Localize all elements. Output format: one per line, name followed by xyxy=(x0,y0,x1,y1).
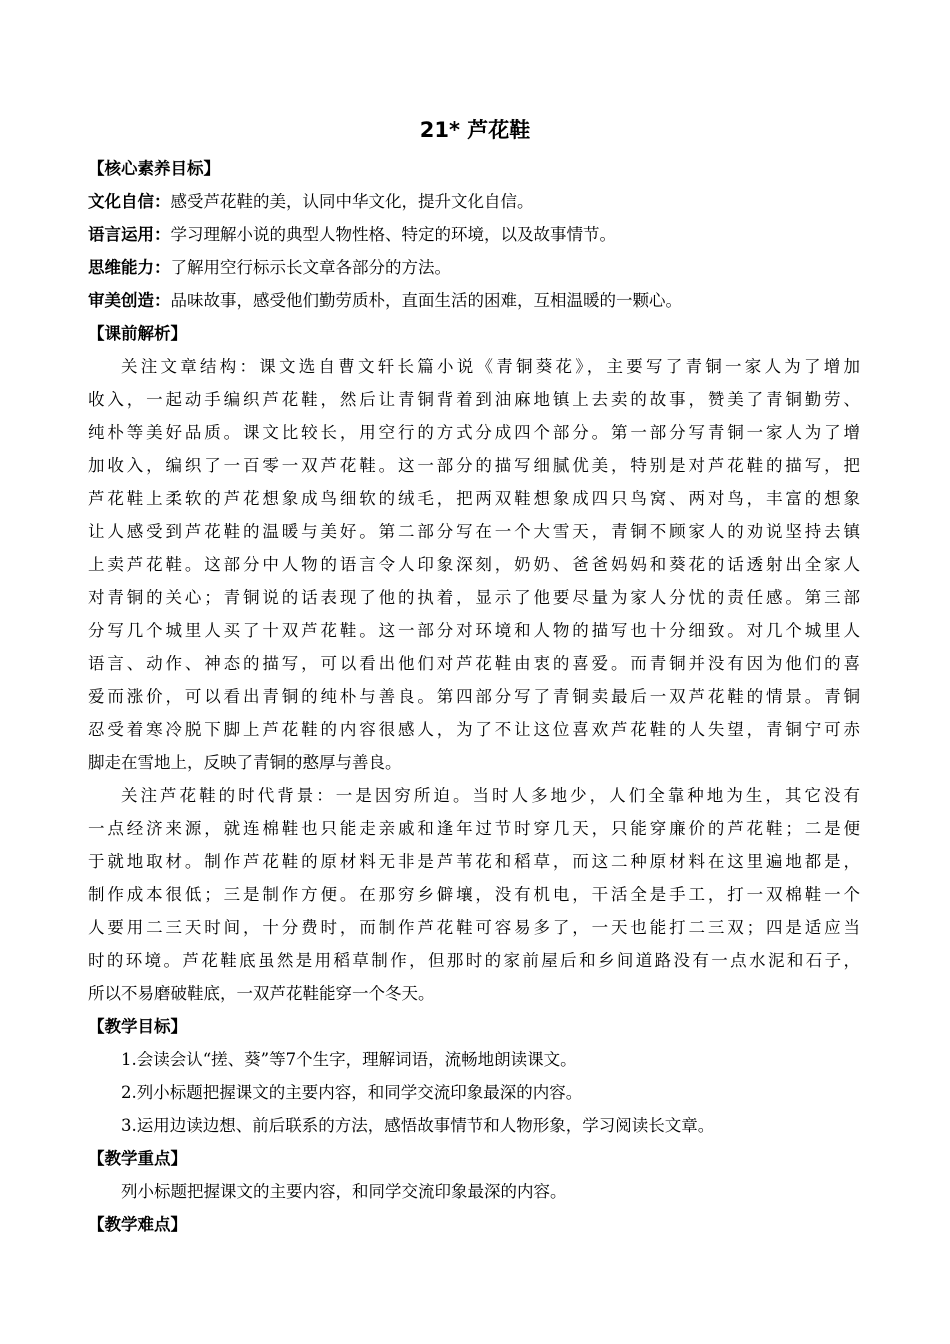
paragraph-line: 一点经济来源，就连棉鞋也只能走亲戚和逢年过节时穿几天，只能穿廉价的芦花鞋；二是便 xyxy=(88,819,860,838)
core-goal-label: 语言运用： xyxy=(88,225,171,244)
paragraph-line: 芦花鞋上柔软的芦花想象成鸟细软的绒毛，把两双鞋想象成四只鸟窝、两对鸟，丰富的想象 xyxy=(88,489,860,508)
paragraph-line: 于就地取材。制作芦花鞋的原材料无非是芦苇花和稻草，而这二种原材料在这里遍地都是， xyxy=(88,852,860,871)
section-header-difficulties: 【教学难点】 xyxy=(88,1215,187,1234)
core-goal-item xyxy=(88,185,860,218)
core-goal-text: 品味故事，感受他们勤劳质朴，直面生活的困难，互相温暖的一颗心。 xyxy=(170,291,682,310)
paragraph-line: 时的环境。芦花鞋底虽然是用稻草制作，但那时的家前屋后和乡间道路没有一点水泥和石子， xyxy=(88,951,860,970)
paragraph-line: 加收入，编织了一百零一双芦花鞋。这一部分的描写细腻优美，特别是对芦花鞋的描写，把 xyxy=(88,456,860,475)
paragraph-line: 对青铜的关心；青铜说的话表现了他的执着，显示了他要尽量为家人分忧的责任感。第三部 xyxy=(88,588,860,607)
pre-class-paragraph-structure xyxy=(88,350,860,779)
section-header-core-goals: 【核心素养目标】 xyxy=(88,159,220,178)
pre-class-paragraph-background xyxy=(88,779,860,1010)
paragraph-line: 让人感受到芦花鞋的温暖与美好。第二部分写在一个大雪天，青铜不顾家人的劝说坚持去镇 xyxy=(88,522,860,541)
section-header-teaching-goals: 【教学目标】 xyxy=(88,1017,187,1036)
paragraph-line: 上卖芦花鞋。这部分中人物的语言令人印象深刻，奶奶、爸爸妈妈和葵花的话透射出全家人 xyxy=(88,555,860,574)
document-body xyxy=(88,152,860,1241)
paragraph-line: 制作成本很低；三是制作方便。在那穷乡僻壤，没有机电，干活全是手工，打一双棉鞋一个 xyxy=(88,885,860,904)
paragraph-line: 纯朴等美好品质。课文比较长，用空行的方式分成四个部分。第一部分写青铜一家人为了增 xyxy=(88,423,860,442)
core-goal-item xyxy=(88,251,860,284)
core-goal-label: 审美创造： xyxy=(88,291,171,310)
core-goal-label: 文化自信： xyxy=(88,192,171,211)
paragraph-line: 关注芦花鞋的时代背景：一是因穷所迫。当时人多地少，人们全靠种地为生，其它没有 xyxy=(121,786,860,805)
teaching-goal-item: 3.运用边读边想、前后联系的方法，感悟故事情节和人物形象，学习阅读长文章。 xyxy=(121,1116,715,1135)
paragraph-line: 语言、动作、神态的描写，可以看出他们对芦花鞋由衷的喜爱。而青铜并没有因为他们的喜 xyxy=(88,654,860,673)
paragraph-line: 收入，一起动手编织芦花鞋，然后让青铜背着到油麻地镇上去卖的故事，赞美了青铜勤劳、 xyxy=(88,390,860,409)
core-goal-item xyxy=(88,284,860,317)
paragraph-line: 关注文章结构：课文选自曹文轩长篇小说《青铜葵花》，主要写了青铜一家人为了增加 xyxy=(121,357,860,376)
section-header-key-points: 【教学重点】 xyxy=(88,1149,187,1168)
core-goal-text: 了解用空行标示长文章各部分的方法。 xyxy=(170,258,451,277)
paragraph-line: 分写几个城里人买了十双芦花鞋。这一部分对环境和人物的描写也十分细致。对几个城里人 xyxy=(88,621,860,640)
core-goal-text: 学习理解小说的典型人物性格、特定的环境，以及故事情节。 xyxy=(170,225,616,244)
teaching-goal-item: 1.会读会认“搓、葵”等7个生字，理解词语，流畅地朗读课文。 xyxy=(121,1050,577,1069)
core-goal-text: 感受芦花鞋的美，认同中华文化，提升文化自信。 xyxy=(170,192,534,211)
section-header-pre-class: 【课前解析】 xyxy=(88,324,187,343)
core-goal-label: 思维能力： xyxy=(88,258,171,277)
paragraph-line: 忍受着寒冷脱下脚上芦花鞋的内容很感人，为了不让这位喜欢芦花鞋的人失望，青铜宁可赤 xyxy=(88,720,860,739)
paragraph-line: 所以不易磨破鞋底，一双芦花鞋能穿一个冬天。 xyxy=(88,984,435,1003)
teaching-goal-item: 2.列小标题把握课文的主要内容，和同学交流印象最深的内容。 xyxy=(121,1083,583,1102)
page-title: 21* 芦花鞋 xyxy=(419,118,531,142)
key-points-text: 列小标题把握课文的主要内容，和同学交流印象最深的内容。 xyxy=(121,1182,567,1201)
paragraph-line: 脚走在雪地上，反映了青铜的憨厚与善良。 xyxy=(88,753,402,772)
paragraph-line: 人要用二三天时间，十分费时，而制作芦花鞋可容易多了，一天也能打二三双；四是适应当 xyxy=(88,918,860,937)
core-goal-item xyxy=(88,218,860,251)
paragraph-line: 爱而涨价，可以看出青铜的纯朴与善良。第四部分写了青铜卖最后一双芦花鞋的情景。青铜 xyxy=(88,687,860,706)
